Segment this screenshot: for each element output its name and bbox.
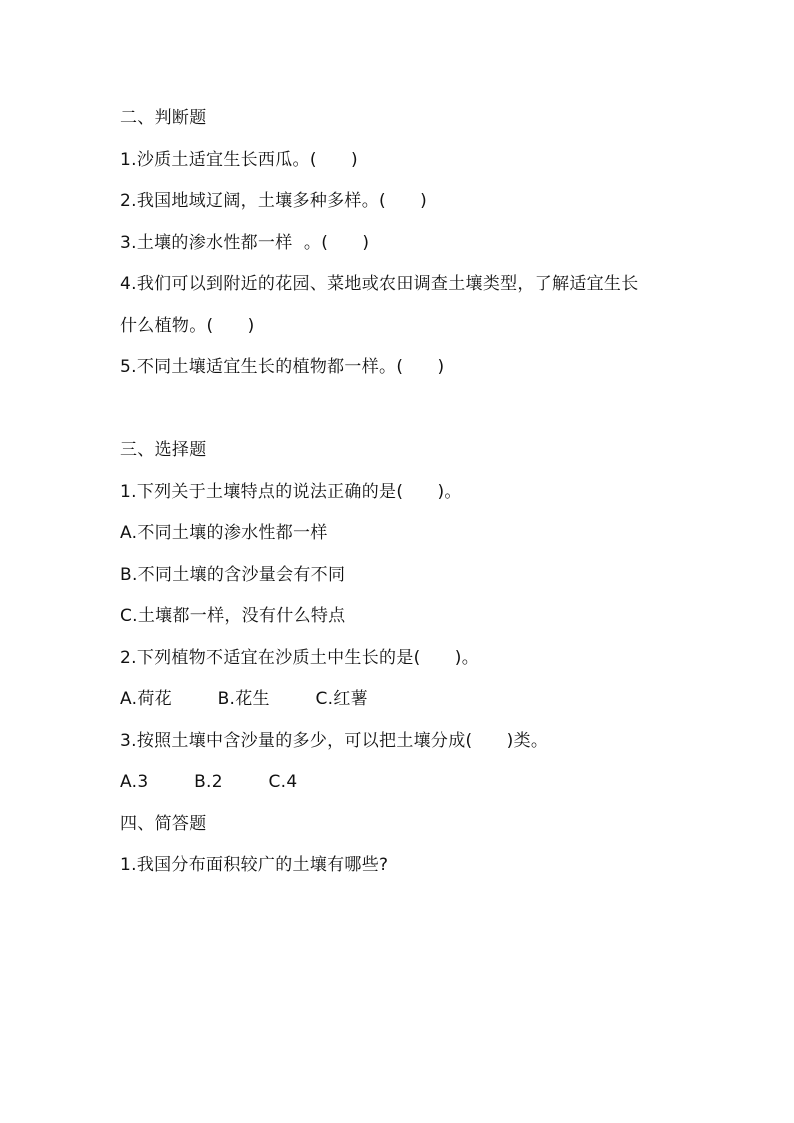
choice-question-1-option-c: C.土壤都一样，没有什么特点 (120, 606, 346, 626)
choice-question-1-option-a: A.不同土壤的渗水性都一样 (120, 523, 328, 543)
worksheet-page (120, 98, 700, 887)
choice-question-2-options: A.荷花 B.花生 C.红薯 (120, 689, 368, 709)
true-false-item-3: 3.土壤的渗水性都一样 。( ) (120, 232, 370, 253)
true-false-item-2: 2.我国地域辽阔，土壤多种多样。( ) (120, 191, 428, 211)
section-spacer (120, 389, 700, 431)
short-answer-question-1: 1.我国分布面积较广的土壤有哪些? (120, 855, 389, 875)
section-heading-true-false: 二、判断题 (120, 108, 207, 128)
choice-question-2: 2.下列植物不适宜在沙质土中生长的是( )。 (120, 647, 480, 668)
choice-question-1-option-b: B.不同土壤的含沙量会有不同 (120, 564, 346, 585)
section-heading-multiple-choice: 三、选择题 (120, 440, 207, 460)
true-false-item-4-continued: 什么植物。( ) (120, 315, 255, 336)
section-heading-short-answer: 四、简答题 (120, 813, 207, 834)
true-false-item-5: 5.不同土壤适宜生长的植物都一样。( ) (120, 357, 445, 377)
choice-question-3-options: A.3 B.2 C.4 (120, 772, 298, 792)
true-false-item-4: 4.我们可以到附近的花园、菜地或农田调查土壤类型，了解适宜生长 (120, 274, 639, 294)
true-false-item-1: 1.沙质土适宜生长西瓜。( ) (120, 149, 358, 170)
choice-question-1: 1.下列关于土壤特点的说法正确的是( )。 (120, 481, 462, 502)
choice-question-3: 3.按照土壤中含沙量的多少，可以把土壤分成( )类。 (120, 730, 549, 751)
